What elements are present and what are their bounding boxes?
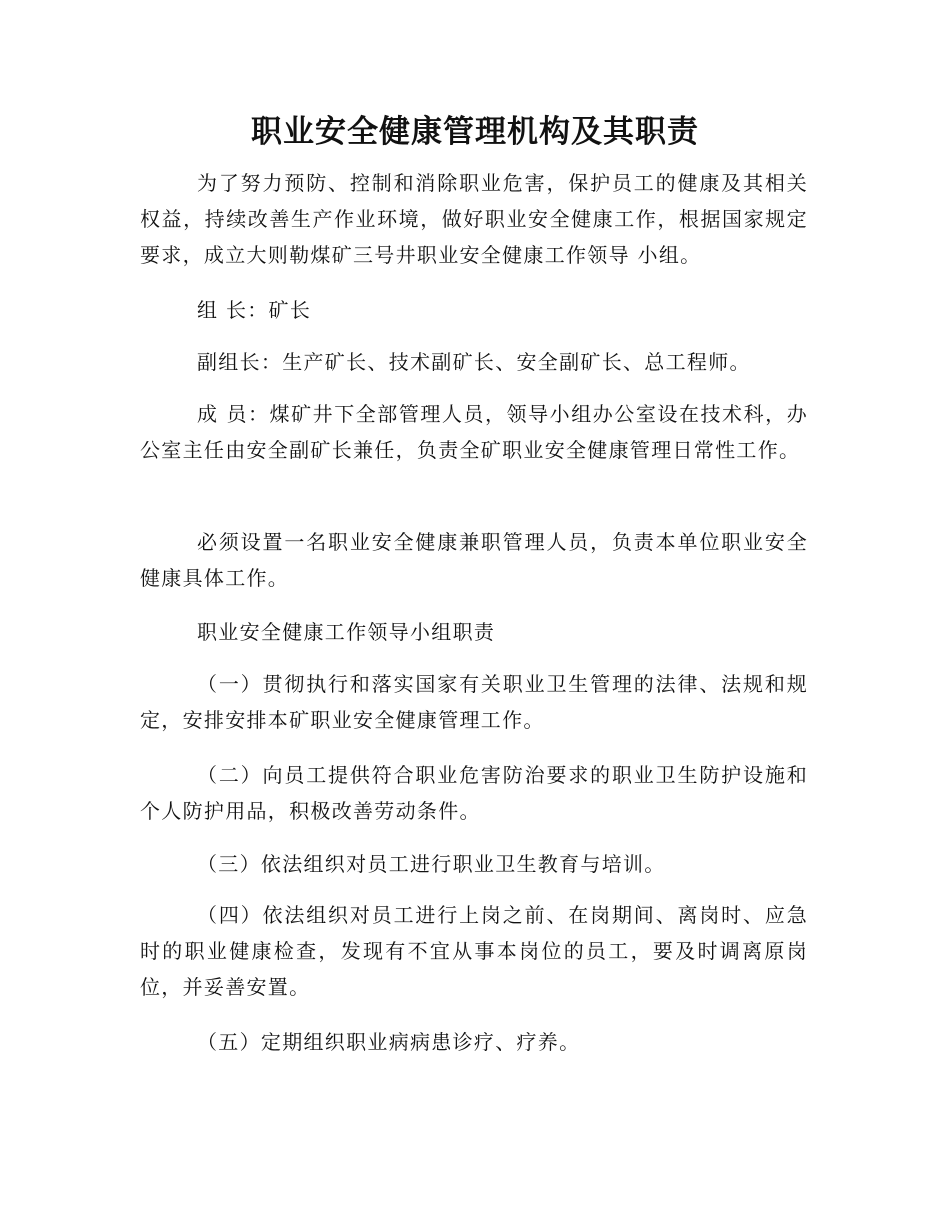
duty-item-5: （五）定期组织职业病病患诊疗、疗养。: [197, 1030, 581, 1054]
duty-item-1: （一）贯彻执行和落实国家有关职业卫生管理的法律、法规和规定，安排安排本矿职业安全健康管理工作。: [140, 672, 808, 732]
intro-paragraph: 为了努力预防、控制和消除职业危害，保护员工的健康及其相关权益，持续改善生产作业环境，做好职业安全健康工作，根据国家规定要求，成立大则勒煤矿三号井职业安全健康工作领导 小组。: [140, 171, 808, 267]
duties-heading: 职业安全健康工作领导小组职责: [197, 620, 496, 644]
duty-item-3: （三）依法组织对员工进行职业卫生教育与培训。: [197, 852, 666, 876]
members-paragraph: 成 员：煤矿井下全部管理人员，领导小组办公室设在技术科，办公室主任由安全副矿长兼任，负责全矿职业安全健康管理日常性工作。: [140, 402, 808, 462]
document-title: 职业安全健康管理机构及其职责: [251, 114, 699, 150]
duty-item-2: （二）向员工提供符合职业危害防治要求的职业卫生防护设施和个人防护用品，积极改善劳动条件。: [140, 763, 808, 823]
deputy-leader-paragraph: 副组长：生产矿长、技术副矿长、安全副矿长、总工程师。: [197, 350, 751, 374]
duty-item-4: （四）依法组织对员工进行上岗之前、在岗期间、离岗时、应急时的职业健康检查，发现有不宜从事本岗位的员工，要及时调离原岗位，并妥善安置。: [140, 903, 808, 999]
leader-paragraph: 组 长：矿长: [197, 298, 312, 322]
part-time-manager-paragraph: 必须设置一名职业安全健康兼职管理人员，负责本单位职业安全健康具体工作。: [140, 530, 808, 590]
